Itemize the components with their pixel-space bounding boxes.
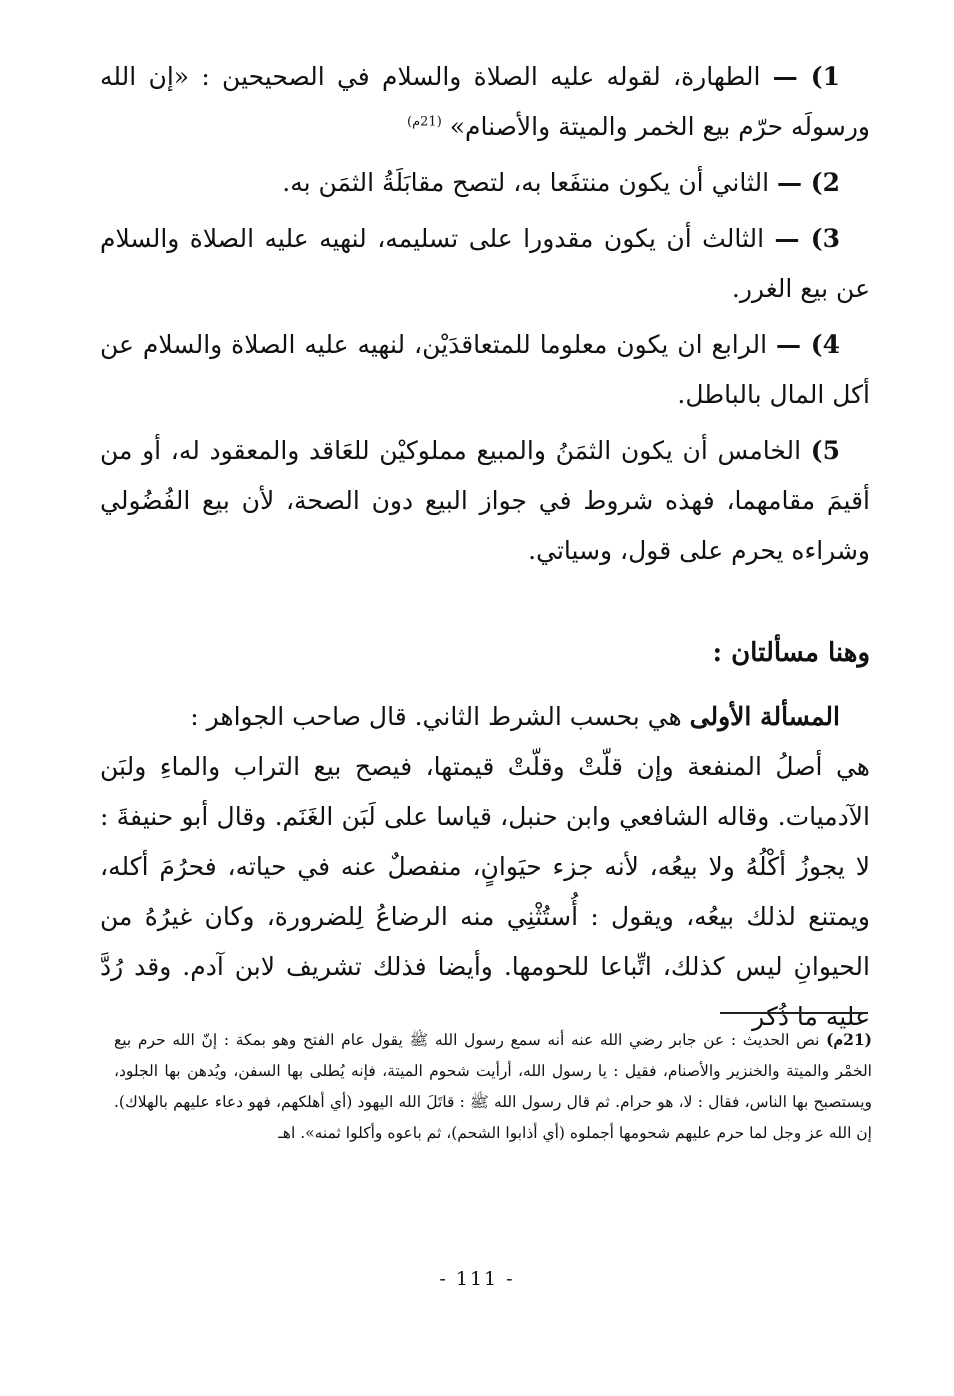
footnote-text: نص الحديث : عن جابر رضي الله عنه أنه سمع رسول الله ﷺ يقول عام الفتح وهو بمكة : إنّ الله حرم بيع الخمْر والميتة والخنزير والأصنام، فقيل : يا رسول الله، أرأيت شحوم الميتة، فإنه يُطلى بها السفن، ويُدهن بها الجلود، ويستصبح بها الناس، فقال : لا، هو حرام. ثم قال رسول الله ﷺ : قاتَلَ الله اليهود (أي أهلكهم، فهو دعاء عليهم بالهلاك). إن الله عز وجل لما حرم عليهم شحومها أجملوه (أي أذابوا الشحم)، ثم باعوه وأكلوا ثمنه». اهـ (114, 1031, 872, 1142)
footnote (114, 1024, 872, 1149)
page-number: - 111 - (439, 1268, 515, 1290)
footnote-reference[interactable]: (21م) (407, 114, 442, 130)
condition-item (100, 426, 870, 576)
condition-text: الخامس أن يكون الثمَنُ والمبيع مملوكيْن للعَاقد والمعقود له، أو من أقيمَ مقامهما، فهذه شروط في جواز البيع دون الصحة، لأن بيع الفُضُولي وشراءه يحرم على قول، وسياتي. (100, 436, 870, 565)
footnote-divider (720, 1012, 868, 1014)
footnote-mark: (21م) (826, 1030, 872, 1049)
condition-text: الطهارة، لقوله عليه الصلاة والسلام في الصحيحين : «إن الله ورسولَه حرّم بيع الخمر والميتة والأصنام» (100, 62, 870, 141)
condition-text: الثالث أن يكون مقدورا على تسليمه، لنهيه عليه الصلاة والسلام عن بيع الغرر. (100, 224, 870, 303)
condition-text: الرابع ان يكون معلوما للمتعاقدَيْن، لنهيه عليه الصلاة والسلام عن أكل المال بالباطل. (100, 330, 870, 409)
condition-item (100, 214, 870, 314)
condition-text: الثاني أن يكون منتفَعا به، لتصح مقابَلَةُ الثمَن به. (282, 168, 770, 197)
condition-number: 1) — (772, 62, 840, 91)
issue-label: المسألة الأولى (689, 702, 840, 731)
main-text (100, 52, 870, 1042)
condition-item (100, 320, 870, 420)
issue-body: هي أصلُ المنفعة وإن قلّتْ وقلّتْ قيمتها، فيصح بيع التراب والماءِ ولبَن الآدميات. وقاله الشافعي وابن حنبل، قياسا على لَبَن الغَنَم. وقال أبو حنيفةَ : لا يجوزُ أكْلُهُ ولا بيعُه، لأنه جزء حيَوانٍ، منفصلٌ عنه في حياته، فحرُمَ أكله، ويمتنع لذلك بيعُه، ويقول : أُستُثْنِي منه الرضاعُ لِلضرورة، وكان غيرُهُ من الحيوانِ ليس كذلك، اتِّباعا للحومها. وأيضا فذلك تشريف لابن آدم. وقد رُدَّ عليه ما ذُكر (100, 752, 870, 1031)
condition-number: 4) — (776, 330, 840, 359)
section-heading: وهنا مسألتان : (712, 638, 870, 668)
issue-intro-line (100, 692, 870, 742)
issue-intro: هي بحسب الشرط الثاني. قال صاحب الجواهر : (190, 702, 682, 731)
condition-item (100, 158, 870, 208)
condition-number: 2) — (777, 168, 840, 197)
issue-paragraph (100, 692, 870, 1042)
condition-number: 3) — (774, 224, 840, 253)
condition-number: 5) (810, 436, 840, 465)
condition-item (100, 52, 870, 152)
conditions-list (100, 52, 870, 576)
